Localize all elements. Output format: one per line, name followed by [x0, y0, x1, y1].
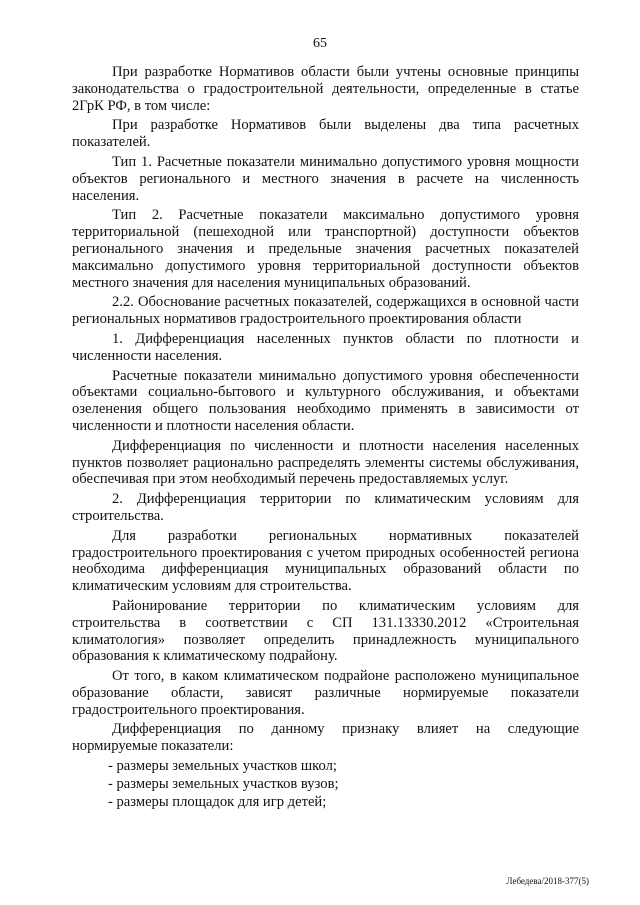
paragraph: При разработке Нормативов были выделены два типа расчетных показателей. — [72, 117, 579, 151]
page-number: 65 — [313, 36, 327, 51]
paragraph: Дифференциация по данному признаку влияет на следующие нормируемые показатели: — [72, 721, 579, 755]
paragraph: От того, в каком климатическом подрайоне расположено муниципальное образование области, зависят различные нормируемые показатели градостроительного проектирования. — [72, 668, 579, 718]
section-heading: 2.2. Обоснование расчетных показателей, содержащихся в основной части региональных нормативов градостроительного проектирования области — [72, 294, 579, 328]
list-item: - размеры земельных участков школ; — [108, 758, 337, 775]
list-item: - размеры площадок для игр детей; — [108, 793, 327, 810]
paragraph: Расчетные показатели минимально допустимого уровня обеспеченности объектами социально-бытового и культурного обслуживания, и объектами озеленения общего пользования необходимо применять в зависимости от численности и плотности населения области. — [72, 367, 579, 434]
body-text — [72, 64, 579, 811]
paragraph: 2. Дифференциация территории по климатическим условиям для строительства. — [72, 491, 579, 524]
paragraph: При разработке Нормативов области были учтены основные принципы законодательства о градостроительной деятельности, определенные в статье 2ГрК РФ, в том числе: — [72, 64, 579, 114]
footer-code: Лебедева/2018-377(5) — [506, 876, 589, 886]
paragraph: Для разработки региональных нормативных показателей градостроительного проектирования с учетом природных особенностей региона необходима дифференциация муниципальных образований области по климатическим условиям для строительства. — [72, 527, 579, 595]
paragraph: Тип 1. Расчетные показатели минимально допустимого уровня мощности объектов регионального и местного значения в расчете на численность населения. — [72, 153, 579, 204]
paragraph: Дифференциация по численности и плотности населения населенных пунктов позволяет рационально распределять элементы системы обслуживания, обеспечивая при этом необходимый перечень предоставляемых услуг. — [72, 437, 579, 488]
paragraph: Тип 2. Расчетные показатели максимально допустимого уровня территориальной (пешеходной или транспортной) доступности объектов регионального значения и предельные значения расчетных показателей максимально допустимого уровня территориальной доступности объектов местного значения для населения муниципальных образований. — [72, 207, 579, 291]
list-item: - размеры земельных участков вузов; — [108, 775, 339, 792]
paragraph: Районирование территории по климатическим условиям для строительства в соответствии с СП 131.13330.2012 «Строительная климатология» позволяет определить принадлежность муниципального образования к климатическому подрайону. — [72, 597, 579, 665]
paragraph: 1. Дифференциация населенных пунктов области по плотности и численности населения. — [72, 330, 579, 364]
